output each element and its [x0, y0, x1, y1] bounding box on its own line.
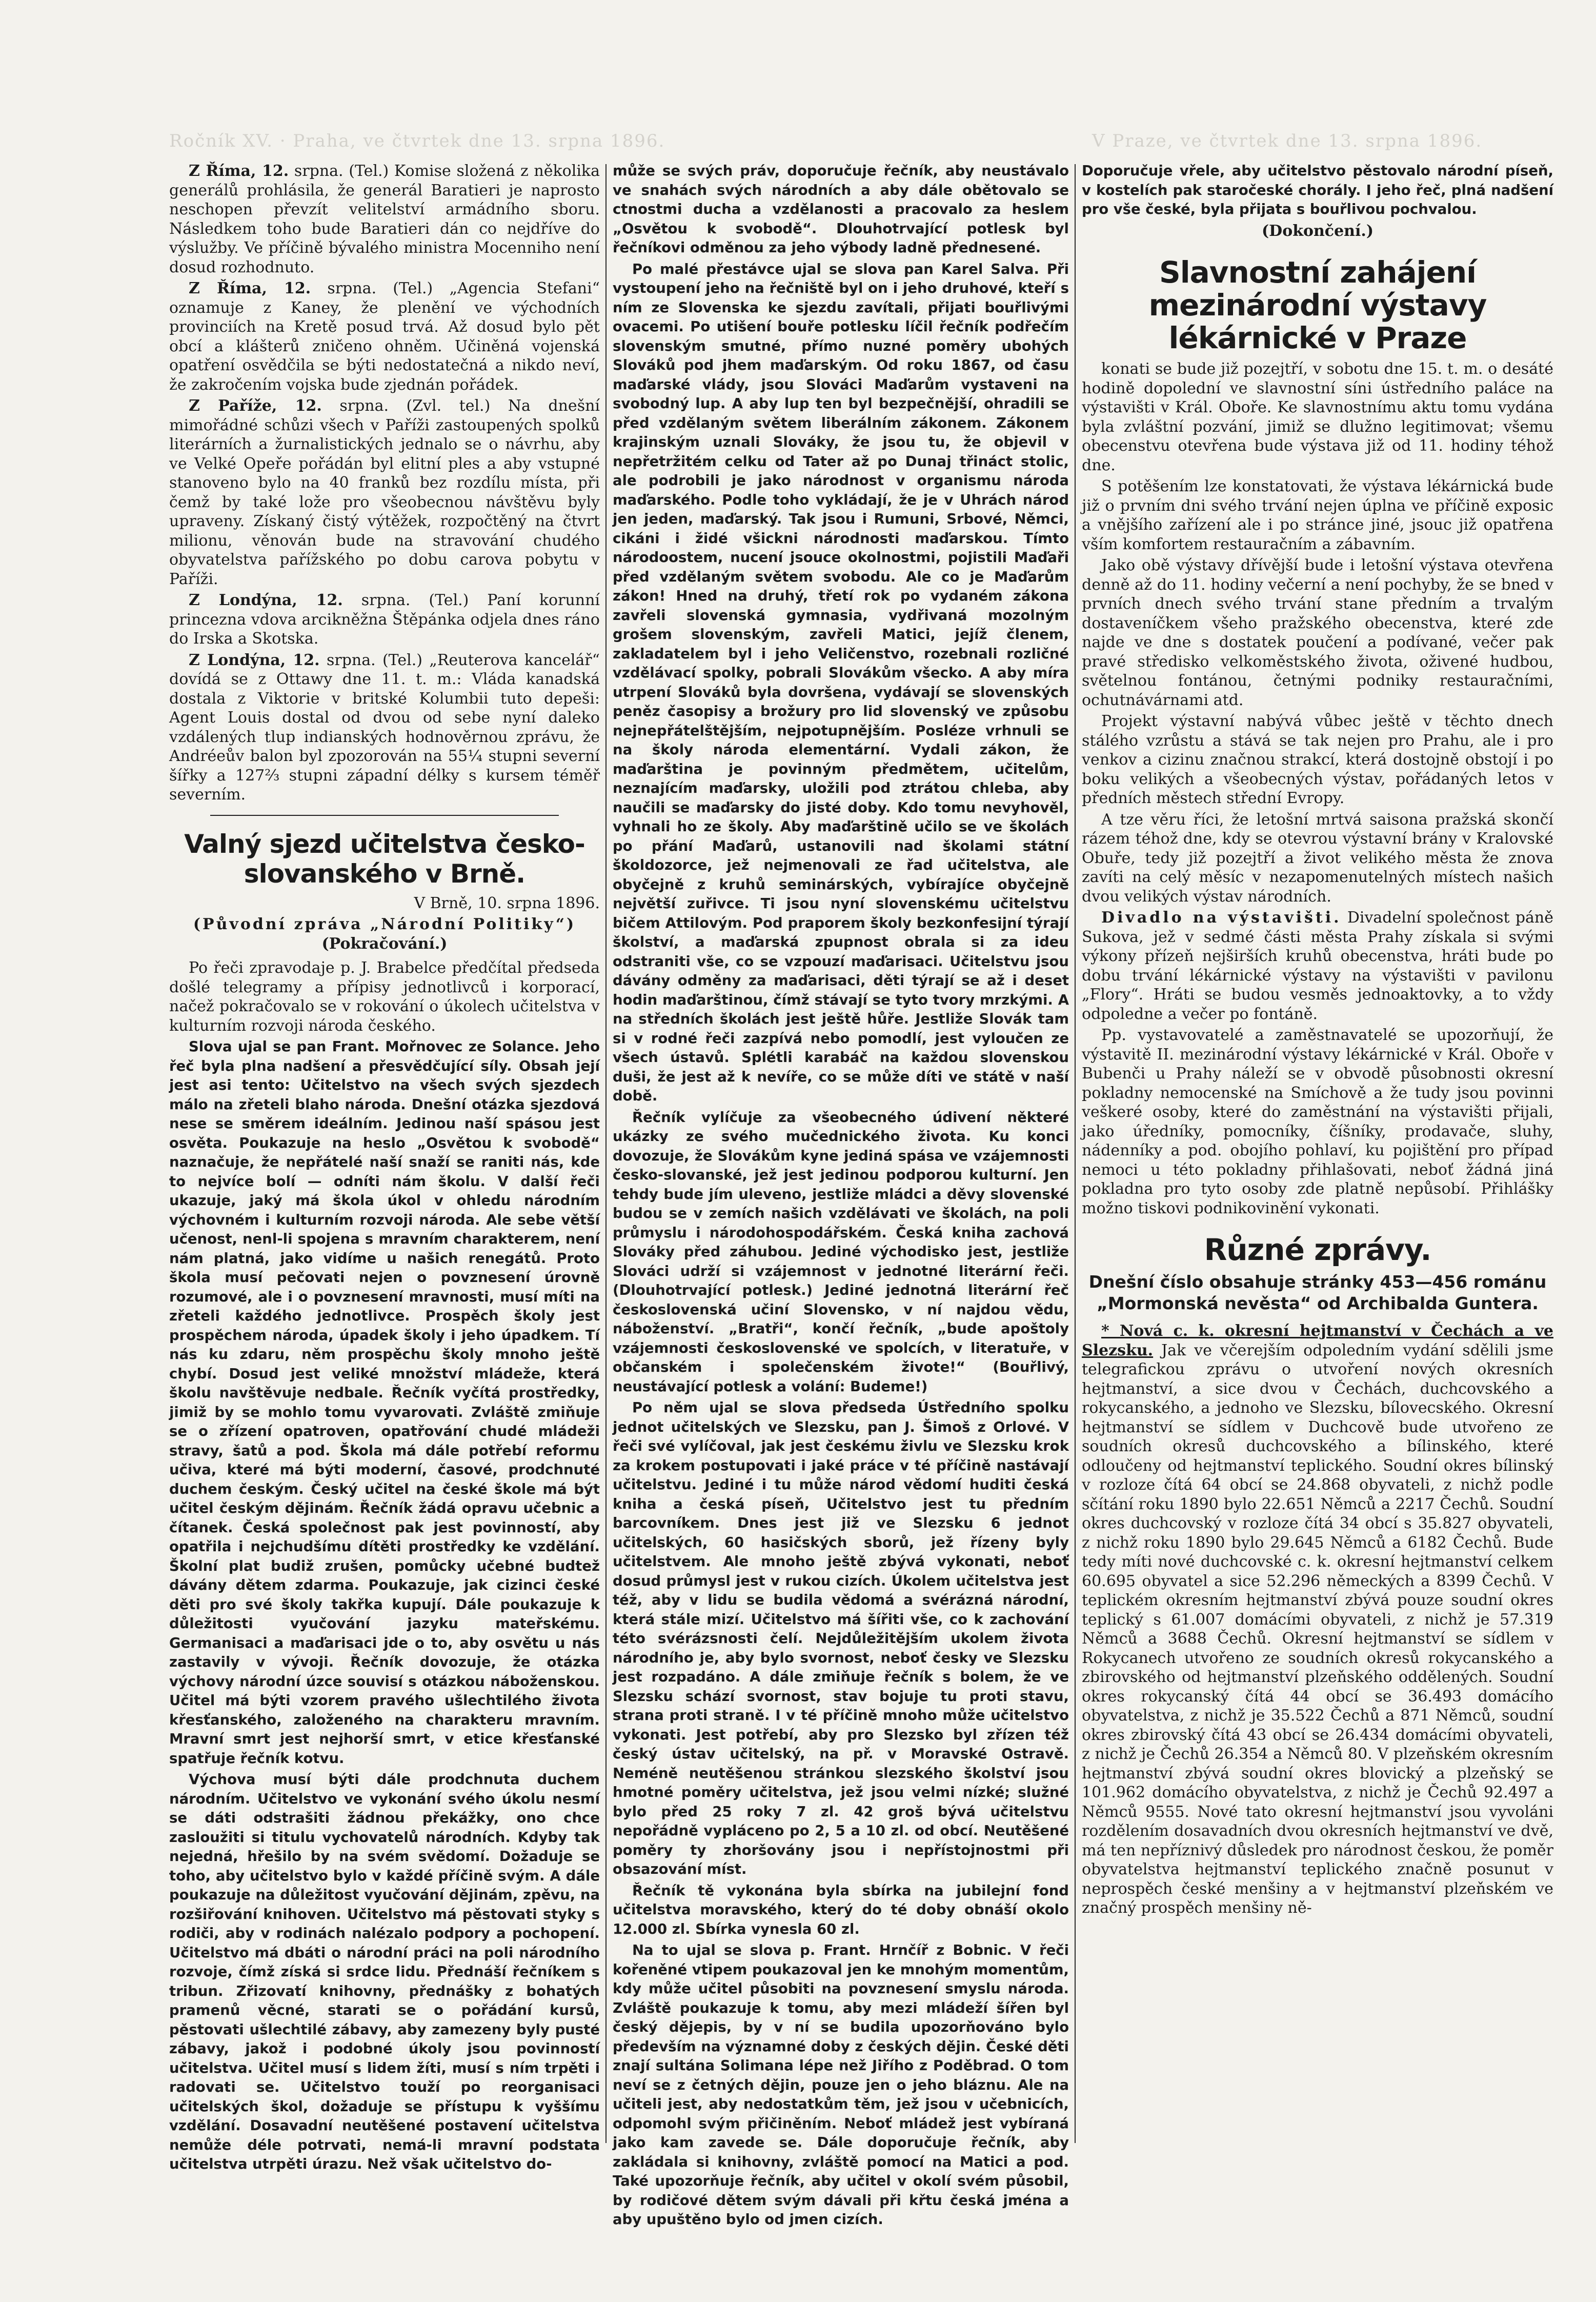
article-paragraph: Po řeči zpravodaje p. J. Brabelce předčítal předseda došlé telegramy a přípisy jednotlivců i korporací, načež pokračovalo se v rokování o úkolech učitelstva v kulturním rozvoji národa českého. [169, 959, 600, 1035]
article-dateline: V Brně, 10. srpna 1896. [414, 894, 600, 912]
column-rule [605, 164, 607, 2143]
column-3 [1082, 162, 1553, 2148]
header-left: Ročník XV. · Praha, ve čtvrtek dne 13. srpna 1896. [169, 131, 665, 151]
header-right: V Praze, ve čtvrtek dne 13. srpna 1896. [1092, 131, 1483, 151]
article-paragraph: Doporučuje vřele, aby učitelstvo pěstovalo národní píseň, v kostelích pak staročeské chorály. I jeho řeč, plná nadšení pro vše české, byla přijata s bouřlivou pochvalou. [1082, 163, 1553, 217]
news-text: srpna. (Zvl. tel.) Na dnešní mimořádné schůzi všech v Paříži zastoupených spolků literárních a žurnalistických jednalo se o návrhu, aby ve Velké Opeře pořádán byl elitní ples a aby vstupné stanoveno bylo na 40 franků bez rozdílu místa, při čemž by také lože pro všeobecnou návštěvu byly upraveny. Získaný čistý výtěžek, rozpočtěný na čtvrt milionu, věnován bude na stravování chudého obyvatelstva pařížského po dobu carova pobytu v Paříži. [169, 397, 600, 588]
article-paragraph: Na to ujal se slova p. Frant. Hrnčíř z Bobnic. V řeči kořeněné vtipem poukazoval jen ke mnohým momentům, kdy může učitel působiti na povznesení smyslu národa. Zvláště poukazuje k tomu, aby mezi mládeží šířen byl český dějepis, by v ní se budila upozorňováno bylo především na významné doby z českých dějin. České děti znají sultána Solimana lépe než Jiřího z Poděbrad. O tom neví se z četných dějin, pouze jen o jeho bláznu. Ale na učiteli jest, aby nedostatkům těm, jež jsou v učebnicích, odpomohl svým přičiněním. Neboť mládež jest vybíraná jako kam zavede se. Dále doporučuje řečník, aby zakládala si knihovny, zvláště pomocí na Matici a pod. Také upozorňuje řečník, aby učitel v okolí svém působil, by rodičové dětem svým dávali při křtu česká jména a aby upuštěno bylo od jmen cizích. [613, 1942, 1069, 2228]
article-paragraph: Pp. vystavovatelé a zaměstnavatelé se upozorňují, že výstavitě II. mezinárodní výstavy lékárnické v Král. Oboře v Bubenči u Prahy náleží se v obvodě působnosti okresní pokladny nemocenské na Smíchově a že tudy jsou povinni veškeré osoby, které do zaměstnání na výstavišti přijali, jako úředníky, pomocníky, číšníky, prodavače, sluhy, nádenníky a pod. obojího pohlaví, ku pojištění pro případ nemoci u této pokladny přihlašovati, neboť žádná jiná pokladna pro tyto osoby zde platně nepůsobí. Přihlášky možno tiskovi podnikovinění vykonati. [1082, 1026, 1553, 1217]
article-paragraph: Projekt výstavní nabývá vůbec ještě v těchto dnech stálého vzrůstu a stává se tak nejen pro Prahu, ale i pro venkov a cizinu značnou strakcí, která dostojně obstojí i po boku velikých a všeobecných výstav, pořádaných letos v předních městech střední Evropy. [1082, 712, 1553, 807]
article-paragraph: Výchova musí býti dále prodchnuta duchem národním. Učitelstvo ve vykonání svého úkolu nesmí se dáti odstrašiti žádnou překážky, ono chce zasloužiti si titulu vychovatelů národních. Kdyby tak nejedná, hřešilo by na svém svědomí. Dožaduje se toho, aby učitelstvo bylo v každé příčině svým. A dále poukazuje na důležitost vyučování dějinám, zpěvu, na rozšiřování knihoven. Učitelstvo má pěstovati styky s rodiči, aby v rodinách nalézalo podpory a pochopení. Učitelstvo má dbáti o národní práci na poli národního rozvoje, čímž získá si srdce lidu. Přednáší řečníkem s tribun. Zřizovatí knihovny, přednášky z bohatých pramenů věcné, starati se o pořádání kursů, pěstovati ušlechtilé zábavy, aby zamezeny byly pusté zábavy, jakož i podobné úkoly jsou povinností učitelstva. Učitel musí s lidem žíti, musí s ním trpěti i radovati se. Učitelstvo touží po reorganisaci učitelských škol, dožaduje se přístupu k vyššímu vzdělání. Dosavadní neutěšené postavení učitelstva nemůže déle potrvati, nemá-li mravní podstata učitelstva utrpěti úrazu. Než však učitelstvo do- [169, 1771, 600, 2172]
article-byline: (Původní zpráva „Národní Politiky“) [193, 915, 576, 933]
news-lead: Z Londýna, 12. [189, 591, 343, 609]
article-paragraph: A tze věru říci, že letošní mrtvá saisona pražská skončí rázem téhož dne, kdy se otevrou výstavní brány v Kralovské Obuře, tedy již pozejtří a život velikého města že znova zavíti na celý měsíc v nezapomenutelných místech našich dvou velikých výstav národních. [1082, 810, 1553, 906]
column-1 [169, 162, 600, 2172]
faded-page-header [169, 131, 1553, 151]
article-paragraph: Po malé přestávce ujal se slova pan Karel Salva. Při vystoupení jeho na řečniště byl on i jeho druhové, kteří s ním ze Slovenska ke sjezdu zavítali, přijati bouřlivými ovacemi. Po utišení bouře potlesku líčil řečník podřečím slovenským smutné, přímo nuzné poměry ubohých Slováků pod jhem maďarským. Od roku 1867, od času maďarské vlády, jsou Slováci Maďarům vystaveni na svobodný lup. A aby lup ten byl bezpečnější, ohradili se před vzdělaným světem liberálním zákonem. Zákonem krajinským uznali Slováky, že jsou tu, že objevil v nepřetržitém celku od Tater až po Dunaj třináct stolic, ale podrobili je jako národnost v organismu národa maďarského. Podle toho vykládají, že je v Uhrách národ jen jeden, maďarský. Tak jsou i Rumuni, Srbové, Němci, cikáni i židé všickni národnosti maďarskou. Tímto národoostem, nucení jsouce okolnostmi, pojistili Maďaři před vzdělaným světem svobodu. Ale co je Maďarům zákon! Hned na druhý, třetí rok po vydaném zákona zavřeli slovenská gymnasia, vydřivaná mozolným grošem slovenským, zavřeli Matici, jejíž členem, zakladatelem byl i jeho Veličenstvo, rozebnali rozličné vzdělávací spolky, pobrali Slovákům všecko. A aby míra utrpení Slováků byla dovršena, vydávají se slovenských peněz časopisy a brožury pro lid slovenský ve způsobu nejnepřátelštějším, nejpotupnějším. Posléze vrhnuli se na školy národa elementární. Vydali zákon, že maďarština je povinným předmětem, učitelům, neznajícím maďarsky, uložili pod ztrátou chleba, aby naučili se maďarsky do jisté doby. Kdo tomu nevyhověl, vyhnali ho ze školy. Aby maďarštině učilo se ve školách po přání Maďarů, ustanovili nad školami státní školdozorce, jež nejmenovali ze řad učitelstva, ale obyčejně z kruhů seminárských, vybírajíce obyčejně největší zuřivce. Ti jsou nyní slovenskému učitelstvu bičem Attilovým. Pod praporem školy bezkonfesijní týrají školství, a maďarská zpupnost obrala si za ideu odstraniti vše, co se vzpouzí maďarisaci. Učitelstvu jsou dávány odměny za maďarisaci, děti týrají se až i deset hodin maďarštinou, čímž stávají se tyto tvory mrzkými. A na středních školách jest ještě hůře. Jestliže Slovák tam si v rodné řeči zazpívá nebo pomodlí, jest vyloučen ze všech ústavů. Splétli karabáč na každou slovenskou duši, že jest až k nevíře, co se může díti ve státě v naší době. [613, 261, 1069, 1104]
article-paragraph: Řečník tě vykonána byla sbírka na jubilejní fond učitelstva moravského, který do té doby obnáší okolo 12.000 zl. Sbírka vynesla 60 zl. [613, 1882, 1069, 1937]
column-2 [613, 162, 1069, 2228]
news-text: Jak ve včerejším odpoledním vydání sdělili jsme telegrafickou zprávu o utvoření nových okresních hejtmanství, a sice dvou v Čechách, duchcovského a rokycanského, a jednoho ve Slezsku, bílovecského. Okresní hejtmanství se sídlem v Duchcově bude utvořeno ze soudních okresů duchcovského a bílinského, které odloučeny od hejtmanství teplického. Soudní okres bílinský v rozloze čítá 64 obcí se 24.868 obyvateli, z nichž podle sčítání roku 1890 bylo 22.651 Němců a 2217 Čechů. Soudní okres duchcovský v rozloze čítá 34 obcí s 35.827 obyvateli, z nichž roku 1890 bylo 29.645 Němců a 6182 Čechů. Bude tedy míti nové duchcovské c. k. okresní hejtmanství celkem 60.695 obyvatel a sice 52.296 německých a 8399 Čechů. V teplickém okresním hejtmanství zbývá pouze soudní okres teplický s 61.007 domácími obyvateli, z nichž je 57.319 Němců a 3688 Čechů. Okresní hejtmanství se sídlem v Rokycanech utvořeno ze soudních okresů rokycanského a zbirovského od hejtmanství plzeňského oddělených. Soudní okres rokycanský čítá 44 obcí se 36.493 domácího obyvatelstva, z nichž je 35.522 Čechů a 871 Němců, soudní okres zbirovský čítá 43 obcí se 26.434 domácími obyvateli, z nichž je Čechů 26.354 a Němců 80. V plzeňském okresním hejtmanství zbývá soudní okres blovický a plzeňský se 101.962 domácího obyvatelstva, z nichž je Čechů 92.497 a Němců 9555. Nové tato okresní hejtmanství jsou vyvoláni rozdělením dosavadních dvou okresních hejtmanství ve dvě, má ten nepříznivý důsledek pro národnost českou, že poměr obyvatelstva hejtmanství teplického značně posunut v neprospěch české menšiny a v hejtmanství plzeňském ve značný prospěch menšiny ně- [1082, 1341, 1553, 1917]
article-paragraph: Řečník vylíčuje za všeobecného údivení některé ukázky ze svého mučednického života. Ku konci dovozuje, že Slovákům kyne jediná spása ve vzájemnosti česko-slovanské, jež jest jedinou podporou kulturní. Jen tehdy bude jím ulevenο, jestliže mládci a děvy slovenské budou se v zemích našich vzdělávati ve školách, na poli průmyslu i národohospodářském. Česká kniha zachová Slováky před záhubou. Jediné východisko jest, jestliže Slováci udrží si vzájemnost v jednotné literární řeči. (Dlouhotrvající potlesk.) Jediné jednotná literární řeč československá učiní Slovensko, v ní najdou vědu, náboženství. „Bratři“, končí řečník, „bude apoštoly vzájemnosti československé ve spolcích, v literatuře, v občanském i společenském živote!“ (Bouřlivý, neustávající potlesk a volání: Budeme!) [613, 1109, 1069, 1395]
column-rule [1075, 164, 1076, 2143]
section-intro: Dnešní číslo obsahuje stránky 453—456 románu „Mormonská nevěsta“ od Archibalda Guntera. [1088, 1272, 1547, 1313]
news-lead: Z Říma, 12. [189, 162, 289, 180]
news-lead: Z Říma, 12. [189, 279, 311, 297]
news-text: srpna. (Tel.) „Agencia Stefani“ oznamuje z Kaney, že plenění ve východních provinciích na Kretě posud trvá. Až dosud bylo pět obcí a klášterů zničeno ohněm. Učiněná vojenská opatření osvědčila se býti nedostatečná a nikdo neví, že zakročením vojska bude zjednán pořádek. [169, 279, 600, 394]
news-text: srpna. (Tel.) Komise složená z několika generálů prohlásila, že generál Baratieri je naprosto neschopen převzít velitelství armádního sboru. Následkem toho bude Baratieri dán co nejdříve do výslužby. Ve příčině bývalého ministra Mocenniho není dosud rozhodnuto. [169, 162, 600, 276]
article-paragraph: Jako obě výstavy dřívější bude i letošní výstava otevřena denně až do 11. hodiny večerní a není pochyby, že se bned v prvních dnech svého trvání stane předním a trvalým dostaveníčkem všeho pražského obecenstva, které zde najde ve dne s dostatek poučení a podívané, večer pak pravé středisko velkoměstského života, oživené hudbou, světelnou fontánou, četnými podniky restauračními, ochutnávárnami atd. [1082, 556, 1553, 709]
news-lead: Z Paříže, 12. [189, 397, 322, 415]
article-paragraph: konati se bude již pozejtří, v sobotu dne 15. t. m. o desáté hodině dopolední ve slavnostní síni ústředního paláce na výstavišti v Král. Oboře. Ke slavnostnímu aktu tomu vydána byla zvláštní pozvání, jimiž se dlužno legitimovat; všemu obecenstvu otevřena bude výstava již od 11. hodiny téhož dne. [1082, 360, 1553, 474]
section-title: Různé zprávy. [1204, 1232, 1431, 1267]
section-text: Divadelní společnost páně Sukova, jež v sedmé části města Prahy získala si svými výkony přízeň nejširších kruhů obecenstva, hráti bude po dobu trvání lékárnické výstavy na výstavišti v pavilonu „Flory“. Hráti se budou vesměs jednoaktovky, a to vždy odpoledne a večer po fontáně. [1082, 909, 1553, 1023]
news-text: srpna. (Tel.) Paní korunní princezna vdova arcikněžna Štěpánka odjela dnes ráno do Irska a Skotska. [169, 591, 600, 648]
article-paragraph: Po něm ujal se slova předseda Ústředního spolku jednot učitelských ve Slezsku, pan J. Šimoš z Orlové. V řeči své vylíčoval, jak jest českému živlu ve Slezsku krok za krokem postupovati i jaké práce v té příčině nastávají učitelstvu. Jediné i tu může národ vědomí huditi česká kniha a česká píseň, Učitelstvo jest tu předním barcovníkem. Dnes jest již ve Slezsku 6 jednot učitelských, 60 hasičských sborů, jež řízeny byly učitelstvem. Ale mnoho ještě zbývá vykonati, neboť dosud průmysl jest v rukou cizích. Úkolem učitelstva jest též, aby v lidu se budila vědomá a svérázná národní, která stále mizí. Učitelstvo má šířiti vše, co k zachování této svérázsnosti čelí. Nejdůležitějším ukolem života národního je, aby bylo svornost, neboť česky ve Slezsku jest rozpadáno. A dále zmiňuje řečník s bolem, že ve Slezsku schází svornost, stav bojuje tu proti stavu, strana proti straně. I v té příčině mnoho může učitelstvo vykonati. Jest potřebí, aby pro Slezsko byl zřízen též český ústav učitelský, na př. v Moravské Ostravě. Neméně neutěšenou stránkou slezského školství jsou hmotné poměry učitelstva, jež jsou velmi nízké; služné bylo před 25 roky 7 zl. 42 groš bývá učitelstvu nepořádně vypláceno po 2, 5 a 10 zl. od obcí. Neutěšené poměry ty zhoršovány jsou i nepřístojnostmi při obsazování míst. [613, 1399, 1069, 1877]
article-paragraph: S potěšením lze konstatovati, že výstava lékárnická bude již o prvním dni svého trvání nejen úplna ve příčině exposic a vnějšího zařízení ale i po stránce jiné, jsouc již opatřena vším komfortem restauračním a zábavním. [1082, 477, 1553, 553]
article-ending: (Dokončení.) [1261, 222, 1374, 240]
article-title: Valný sjezd učitelstva česko-slovanského v Brně. [184, 829, 585, 889]
news-lead: * Nová c. k. okresní hejtmanství v Čechách a ve Slezsku. [1082, 1322, 1553, 1359]
article-paragraph: Slova ujal se pan Frant. Mořnovec ze Solance. Jeho řeč byla plna nadšení a přesvědčující síly. Obsah její jest asi tento: Učitelstvo na všech svých sjezdech málo na zřeteli blaho národa. Dnešní otázka sjezdová nese se směrem ideálním. Jedinou naší spásou jest osvěta. Poukazuje na heslo „Osvětou k svobodě“ naznačuje, že nepřátelé naší snaží se raniti nás, kde to nejvíce bolí — odníti nám školu. V další řeči ukazuje, jaký má škola úkol v ohledu národním výchovném i kulturním rozvoji národa. Ale sebe větší učenost, nenl-li spojena s mravním charakterem, není nám platná, jako vidíme u našich renegátů. Proto škola musí pečovati nejen o povznesení úrovně rozumové, ale i o povznesení mravnosti, musí míti na zřeteli každého jednotlivce. Prospěch školy jest prospěchem národa, úpadek školy i jeho úpadkem. Tí nás ku zdaru, něm prospěchu školy mnoho ještě chybí. Dosud jest veliké množství mládeže, která školu navštěvuje nedbale. Řečník vyčítá prostředky, jimiž by se mohlo tomu vyvarovati. Zvláště zmiňuje se o zřízení opatroven, opatřování chudé mládeži stravy, šatů a pod. Škola má dále potřebí reformu učiva, které má býti moderní, časové, prodchnuté duchem českým. Český učitel na české škole má být učitel českým dějinám. Řečník žádá opravu učebnic a čítanek. Česká společnost pak jest povinností, aby opatřila i nejchudšímu dítěti prostředky ke vzdělání. Školní plat budiž zrušen, pomůcky učebné budtež dávány dětem zdarma. Poukazuje, jak cizinci české děti pro své školy takřka kupují. Dále poukazuje k důležitosti vyučování jazyku mateřskému. Germanisaci a maďarisaci jde o to, aby osvětu u nás zastavily v vývoji. Řečník dovozuje, že otázka výchovy národní úzce souvisí s otázkou náboženskou. Učitel má býti vzorem pravého ušlechtilého života křesťanského, založeného na charakteru mravním. Mravní smrt jest nejhorší smrt, v etice křesťanské spatřuje řečník kotvu. [169, 1038, 600, 1767]
article-continued: (Pokračování.) [321, 934, 448, 953]
news-lead: Z Londýna, 12. [189, 651, 320, 669]
section-divider [210, 815, 559, 816]
section-lead: Divadlo na výstavišti. [1101, 909, 1342, 927]
news-text: srpna. (Tel.) „Reuterova kancelář“ dovídá se z Ottawy dne 11. t. m.: Vláda kanadská dostala z Viktorie v britské Kolumbii tuto depeši: Agent Louis dostal od dvou od sebe nyní daleko vzdálených tlup indianských hodnověrnou zprávu, že Andréeův balon byl zpozorován na 55¼ stupni severní šířky a 127⅔ stupni západní délky s kursem téměř severním. [169, 651, 600, 804]
article-paragraph: může se svých práv, doporučuje řečník, aby neustávalo ve snahách svých národních a aby dále obětovalo se ctnostmi ducha a vzdělanosti a pracovalo za heslem „Osvětou k svobodě“. Dlouhotrvající potlesk byl řečníkovi odměnou za jeho výbody ladně přednesené. [613, 163, 1069, 256]
article-title: Slavnostní zahájení mezinárodní výstavy lékárnické v Praze [1148, 255, 1487, 355]
